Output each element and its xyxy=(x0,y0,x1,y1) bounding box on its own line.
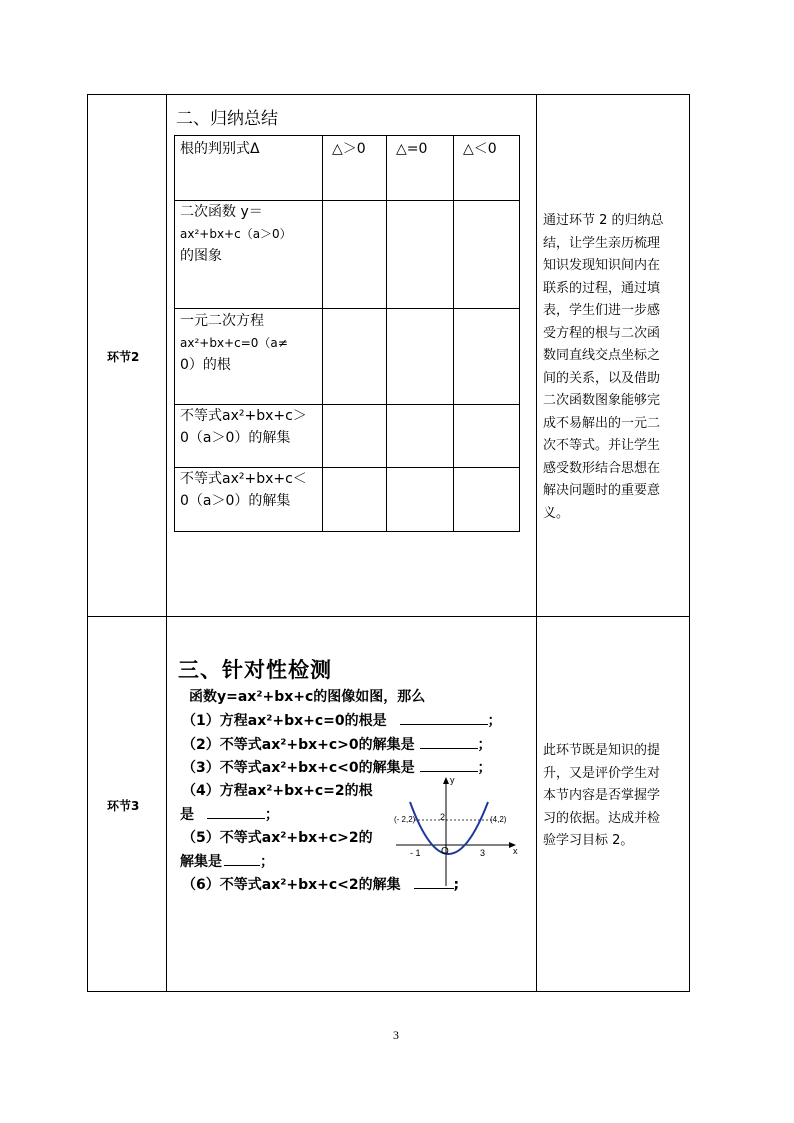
question-4-continued xyxy=(180,804,279,824)
table-col1-border xyxy=(166,94,167,992)
note3-line: 验学习目标 2。 xyxy=(543,833,634,848)
note2-line: 次不等式。并让学生 xyxy=(543,438,661,453)
row-quadratic-equation xyxy=(180,310,320,376)
semicolon: ； xyxy=(264,807,279,823)
inner-h5 xyxy=(174,531,520,532)
question-1 xyxy=(182,710,502,730)
row4-line1: 不等式ax²+bx+c＜ xyxy=(180,471,307,487)
row3-line1: 不等式ax²+bx+c＞ xyxy=(180,408,307,424)
note2-line: 间的关系，以及借助 xyxy=(543,370,661,386)
tick-x-3: 3 xyxy=(480,848,486,858)
question-2-text: （2）不等式ax²+bx+c>0的解集是 xyxy=(182,737,415,753)
section2-note xyxy=(543,210,677,525)
table-middle-border xyxy=(87,616,690,617)
note2-line: 表，学生们进一步感 xyxy=(543,303,661,318)
question-5-continued xyxy=(180,851,274,871)
note2-line: 结，让学生亲历梳理 xyxy=(543,235,661,251)
header-col-zero: △=0 xyxy=(396,141,428,157)
row1-line1: 二次函数 y＝ xyxy=(180,204,263,220)
y-axis-arrow xyxy=(443,777,449,784)
question-4 xyxy=(182,780,373,800)
answer-blank[interactable] xyxy=(420,734,478,749)
section2-title: 二、归纳总结 xyxy=(176,109,278,129)
section3-title: 三、针对性检测 xyxy=(178,658,332,682)
y-axis-label: y xyxy=(450,775,455,785)
answer-blank[interactable] xyxy=(420,757,478,772)
answer-blank[interactable] xyxy=(207,804,265,819)
semicolon: ； xyxy=(477,737,492,753)
row-quadratic-function xyxy=(180,201,320,267)
tick-x-neg1: - 1 xyxy=(410,848,421,858)
note2-line: 义。 xyxy=(543,505,570,521)
parabola-graph xyxy=(392,774,522,892)
note2-line: 解决问题时的重要意 xyxy=(543,483,661,498)
row2-line3: 0）的根 xyxy=(180,357,231,373)
note2-line: 感受数形结合思想在 xyxy=(543,460,661,476)
question-6-text: （6）不等式ax²+bx+c<2的解集 xyxy=(182,877,401,893)
tick-y-2: 2 xyxy=(440,812,446,822)
row-label-section3: 环节3 xyxy=(107,799,140,813)
row-inequality-less xyxy=(180,468,320,512)
row-label-section2: 环节2 xyxy=(107,350,140,364)
semicolon: ； xyxy=(477,760,492,776)
note2-line: 联系的过程，通过填 xyxy=(543,280,661,296)
note3-line: 此环节既是知识的提 xyxy=(543,743,661,758)
table-col2-border xyxy=(536,94,537,992)
inner-v1 xyxy=(322,135,323,532)
origin-label: O xyxy=(441,846,449,857)
note3-line: 本节内容是否掌握学 xyxy=(543,788,661,803)
question-5-text-b: 解集是 xyxy=(180,854,222,870)
row1-line3: 的图象 xyxy=(180,248,222,264)
table-top-border xyxy=(87,94,690,95)
table-right-border xyxy=(689,94,690,992)
question-5-text: （5）不等式ax²+bx+c>2的 xyxy=(182,830,373,846)
row3-line2: 0（a＞0）的解集 xyxy=(180,430,291,446)
header-discriminant: 根的判别式Δ xyxy=(180,141,260,157)
note3-line: 习的依据。达成并检 xyxy=(543,810,661,826)
note2-line: 受方程的根与二次函 xyxy=(543,325,661,341)
x-axis-label: x xyxy=(513,846,518,856)
note2-line: 通过环节 2 的归纳总 xyxy=(543,213,664,228)
note3-line: 升，又是评价学生对 xyxy=(543,765,661,781)
header-col-negative: △＜0 xyxy=(463,141,497,157)
section3-note xyxy=(543,740,677,853)
section3-intro: 函数y=ax²+bx+c的图像如图，那么 xyxy=(189,689,426,705)
header-col-positive: △＞0 xyxy=(332,141,366,157)
question-1-text: （1）方程ax²+bx+c=0的根是 xyxy=(182,713,387,729)
inner-v4 xyxy=(519,135,520,532)
question-2 xyxy=(182,734,492,754)
row2-line2: ax²+bx+c=0（a≠ xyxy=(180,336,288,350)
answer-blank[interactable] xyxy=(224,851,260,866)
question-4-text: （4）方程ax²+bx+c=2的根 xyxy=(182,783,373,799)
answer-blank[interactable] xyxy=(400,710,488,725)
row1-line2: ax²+bx+c（a＞0） xyxy=(180,227,292,241)
semicolon: ； xyxy=(260,854,274,870)
semicolon: ; xyxy=(453,877,460,893)
question-4-text-b: 是 xyxy=(180,807,194,823)
point-left-label: (- 2,2) xyxy=(394,815,416,824)
note2-line: 知识发现知识间内在 xyxy=(543,258,661,273)
inner-v0 xyxy=(174,135,175,532)
semicolon: ； xyxy=(487,713,502,729)
inner-v2 xyxy=(386,135,387,532)
note2-line: 成不易解出的一元二 xyxy=(543,415,661,431)
question-5 xyxy=(182,827,373,847)
note2-line: 数同直线交点坐标之 xyxy=(543,348,661,363)
point-right-label: (4,2) xyxy=(490,815,507,824)
row-inequality-greater xyxy=(180,405,320,449)
inner-v3 xyxy=(453,135,454,532)
page-number: 3 xyxy=(393,1028,399,1042)
note2-line: 二次函数图象能够完 xyxy=(543,393,661,408)
row2-line1: 一元二次方程 xyxy=(180,313,264,329)
inner-h0 xyxy=(174,135,520,136)
table-left-border xyxy=(87,94,88,992)
question-3-text: （3）不等式ax²+bx+c<0的解集是 xyxy=(182,760,415,776)
row4-line2: 0（a＞0）的解集 xyxy=(180,493,291,509)
table-bottom-border xyxy=(87,991,690,992)
inner-h2 xyxy=(174,308,520,309)
parabola-curve xyxy=(410,802,488,854)
